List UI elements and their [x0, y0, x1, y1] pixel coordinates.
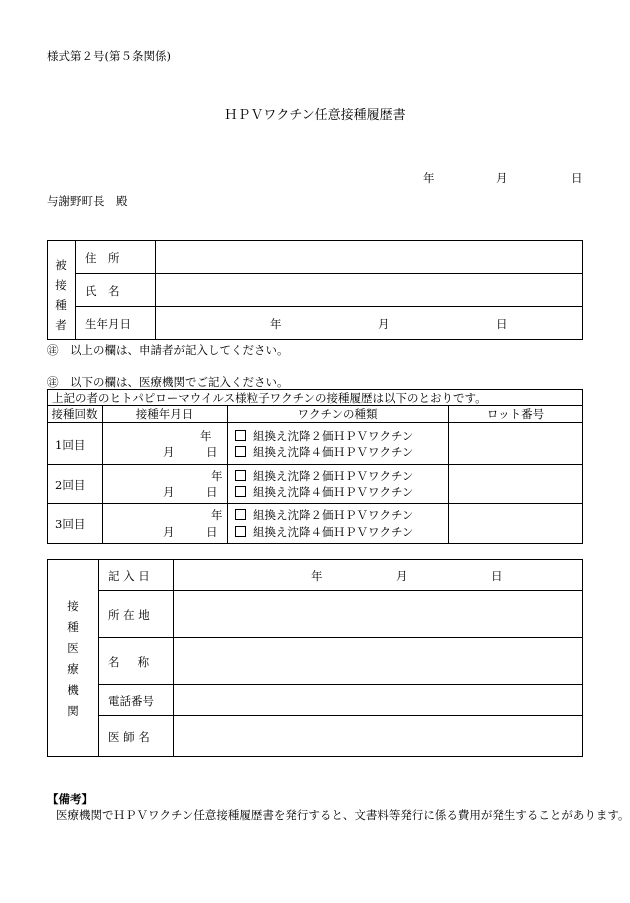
header-vaccine-type: ワクチンの種類 — [297, 407, 378, 421]
remarks-text: 医療機関でＨＰＶワクチン任意接種履歴書を発行すると、文書料等発行に係る費用が発生することがあります。 — [56, 808, 630, 822]
checkbox-icon[interactable] — [235, 526, 246, 537]
dose-2-year: 年 — [211, 469, 223, 483]
checkbox-icon[interactable] — [235, 509, 246, 520]
entry-date-label: 記 入 日 — [108, 569, 150, 583]
dose-3-year: 年 — [211, 508, 223, 522]
dose-3-vaccine-2valent[interactable]: 組換え沈降２価ＨＰＶワクチン — [235, 507, 413, 523]
dose-2-month: 月 — [163, 485, 175, 499]
header-lot-number: ロット番号 — [486, 407, 545, 421]
institution-name-field[interactable] — [175, 638, 581, 683]
address-label: 住 所 — [85, 251, 120, 265]
dose-3-month: 月 — [163, 525, 175, 539]
dose-2-count: 2回目 — [55, 478, 86, 492]
birthdate-month: 月 — [378, 317, 390, 331]
birthdate-year: 年 — [270, 317, 282, 331]
form-title: ＨＰＶワクチン任意接種履歴書 — [224, 108, 406, 123]
phone-label: 電話番号 — [108, 694, 154, 708]
dose-2-vaccine-2valent[interactable]: 組換え沈降２価ＨＰＶワクチン — [235, 468, 413, 484]
medical-note: ㊟ 以下の欄は、医療機関でご記入ください。 — [47, 375, 289, 389]
dose-1-day: 日 — [206, 445, 218, 459]
dose-2-day: 日 — [206, 485, 218, 499]
dose-1-vaccine-2valent[interactable]: 組換え沈降２価ＨＰＶワクチン — [235, 428, 413, 444]
doctor-label: 医 師 名 — [108, 730, 150, 744]
remarks-heading: 【備考】 — [47, 792, 93, 806]
applicant-note: ㊟ 以上の欄は、申請者が記入してください。 — [47, 343, 289, 357]
doctor-field[interactable] — [175, 716, 581, 756]
checkbox-icon[interactable] — [235, 430, 246, 441]
checkbox-icon[interactable] — [235, 486, 246, 497]
dose-3-day: 日 — [206, 525, 218, 539]
phone-field[interactable] — [175, 685, 581, 714]
entry-date-month: 月 — [396, 569, 408, 583]
institution-name-label: 名 称 — [108, 655, 151, 669]
entry-date-year: 年 — [311, 569, 323, 583]
dose-2-vaccine-4valent[interactable]: 組換え沈降４価ＨＰＶワクチン — [235, 484, 413, 500]
entry-date-day: 日 — [491, 569, 503, 583]
dose-3-lot-field[interactable] — [450, 504, 581, 542]
dose-1-vaccine-4valent[interactable]: 組換え沈降４価ＨＰＶワクチン — [235, 444, 413, 460]
address-field[interactable] — [157, 241, 583, 273]
date-month: 月 — [496, 171, 508, 185]
birthdate-label: 生年月日 — [85, 317, 131, 331]
form-number: 様式第２号(第５条関係) — [47, 49, 171, 63]
dose-3-vaccine-4valent[interactable]: 組換え沈降４価ＨＰＶワクチン — [235, 524, 413, 540]
checkbox-icon[interactable] — [235, 470, 246, 481]
applicant-section-label: 被接種者 — [55, 258, 67, 332]
dose-1-month: 月 — [163, 445, 175, 459]
name-field[interactable] — [157, 274, 583, 306]
birthdate-day: 日 — [496, 317, 508, 331]
date-year: 年 — [423, 171, 435, 185]
location-label: 所 在 地 — [108, 608, 150, 622]
dose-2-lot-field[interactable] — [450, 465, 581, 502]
header-date: 接種年月日 — [135, 407, 194, 421]
dose-1-lot-field[interactable] — [450, 423, 581, 463]
history-caption: 上記の者のヒトパピローマウイルス様粒子ワクチンの接種履歴は以下のとおりです。 — [52, 391, 487, 405]
dose-1-year: 年 — [200, 429, 212, 443]
location-field[interactable] — [175, 591, 581, 636]
dose-1-count: 1回目 — [55, 438, 86, 452]
institution-section-label: 接種医療機関 — [67, 599, 79, 718]
addressee: 与謝野町長 殿 — [47, 194, 128, 208]
dose-3-count: 3回目 — [55, 517, 86, 531]
date-day: 日 — [571, 171, 583, 185]
checkbox-icon[interactable] — [235, 446, 246, 457]
name-label: 氏 名 — [85, 284, 120, 298]
header-count: 接種回数 — [51, 407, 98, 421]
